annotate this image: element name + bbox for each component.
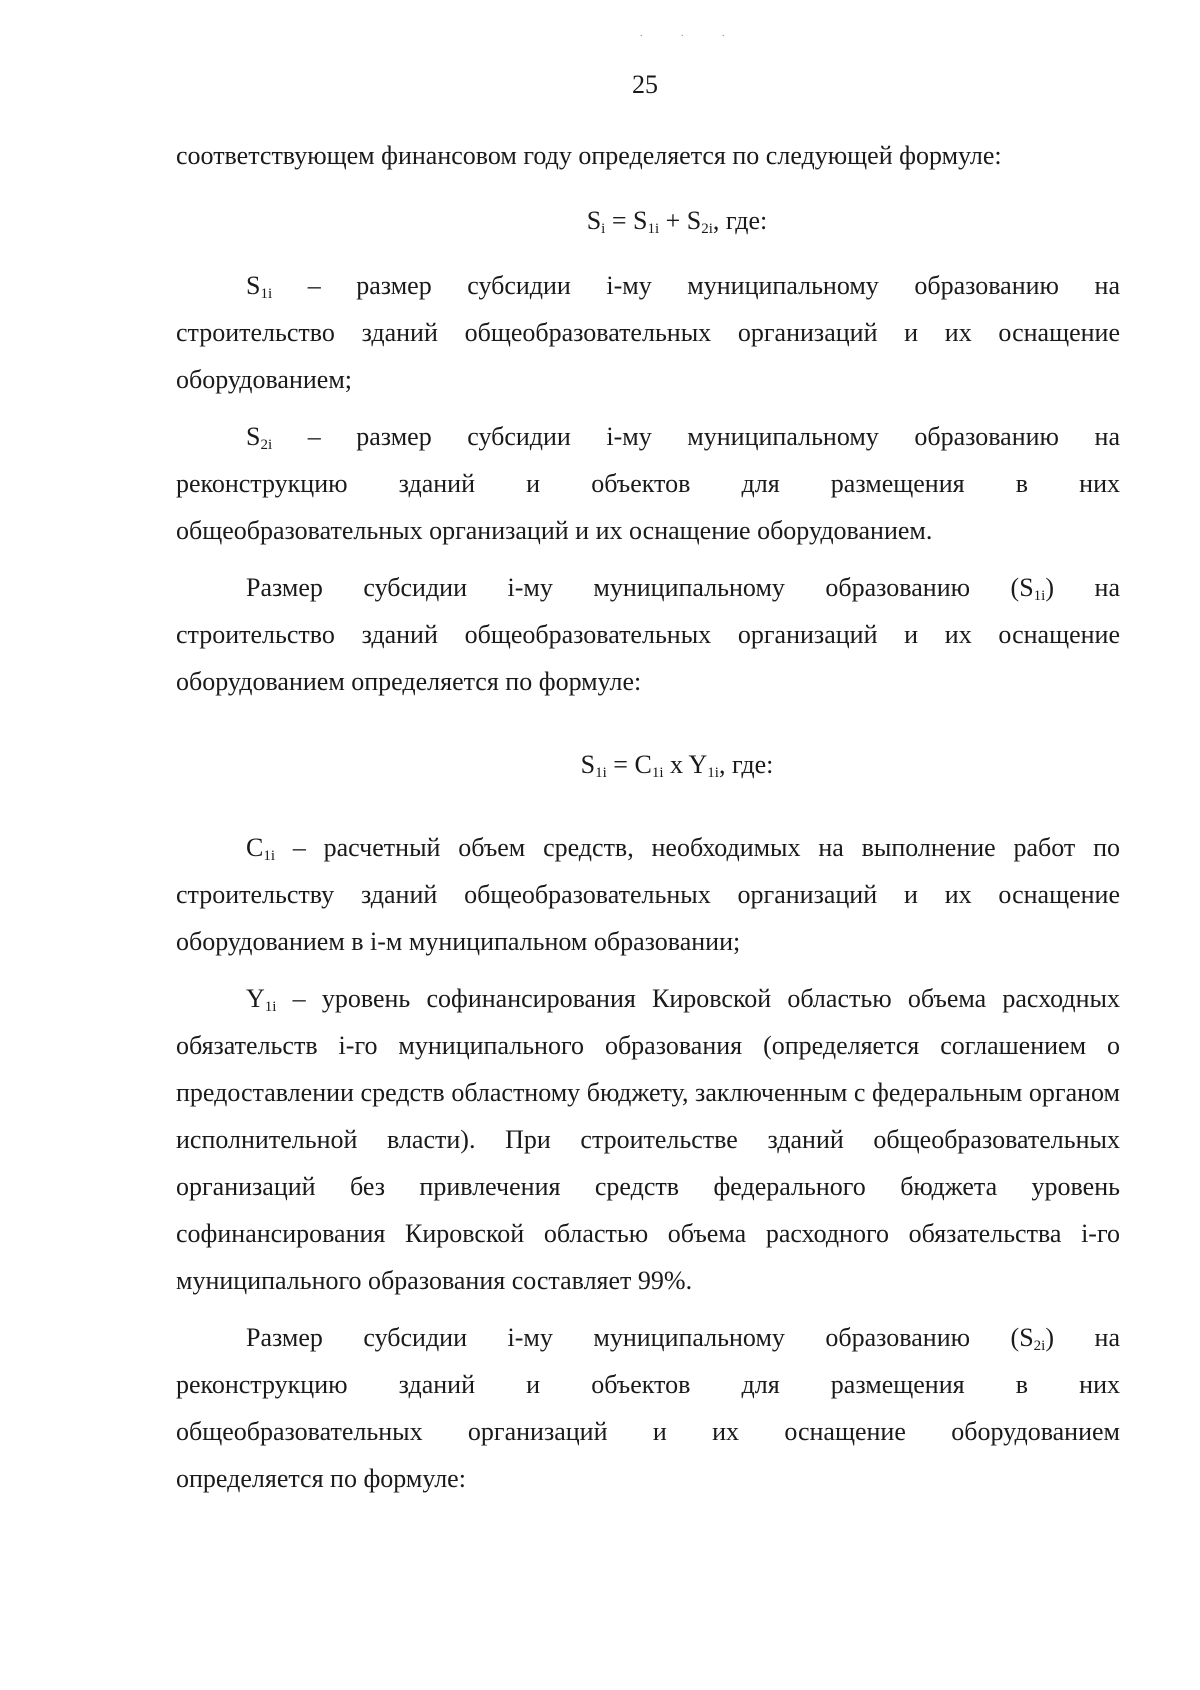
page-number: 25 [632, 70, 658, 99]
formula-si [176, 197, 1120, 244]
formula-subscript: 2i [701, 221, 713, 237]
paragraph-text: ) на [1045, 1323, 1120, 1352]
paragraph-line [176, 564, 1120, 611]
formula-tail: , где: [718, 750, 774, 779]
formula-term: + S [659, 206, 702, 235]
symbol: S [246, 271, 261, 300]
definition-rest: строительство зданий общеобразовательных организаций и их оснащение оборудованием; [176, 318, 1120, 394]
formula-s1i [176, 741, 1120, 788]
symbol-subscript: 1i [264, 999, 277, 1015]
definition-text: – расчетный объем средств, необходимых на выполнение работ по строительству зданий общеобразовательных организаций и их оснащение оборудованием в i-м муниципальном образовании; [176, 833, 1120, 956]
symbol: Y [246, 984, 265, 1013]
formula-term: S [586, 206, 602, 235]
definition-line [176, 262, 1120, 309]
formula-term: S [580, 750, 596, 779]
formula-subscript: i [601, 221, 606, 237]
intro-line: соответствующем финансовом году определяется по следующей формуле: [176, 141, 1002, 170]
paragraph-text: Размер субсидии i-му муниципальному образованию (S [246, 573, 1034, 602]
paragraph-line [176, 1314, 1120, 1361]
paragraph-rest: строительство зданий общеобразовательных организаций и их оснащение оборудованием определяется по формуле: [176, 620, 1120, 696]
paragraph-text: ) на [1045, 573, 1120, 602]
symbol: S [246, 422, 261, 451]
document-body [176, 132, 1120, 1502]
definition-line [176, 413, 1120, 460]
paragraph-s2i-size [176, 1314, 1120, 1502]
definition-text: – размер субсидии i-му муниципальному образованию на [272, 271, 1120, 300]
formula-subscript: 1i [647, 221, 660, 237]
definition-text: – уровень софинансирования Кировской областью объема расходных обязательств i-го муниципального образования (определяется соглашением о предоставлении средств областному бюджету, заключенным с федеральным органом исполнительной власти). При строительстве зданий общеобразовательных организаций без привлечения средств федерального бюджета уровень софинансирования Кировской областью объема расходного обязательства i-го муниципального образования составляет 99%. [176, 984, 1120, 1295]
formula-term: = S [605, 206, 648, 235]
symbol-subscript: 1i [1033, 588, 1046, 604]
symbol-subscript: 1i [263, 848, 276, 864]
formula-tail: , где: [712, 206, 768, 235]
symbol-subscript: 2i [1033, 1338, 1046, 1354]
definition-c1i [176, 824, 1120, 965]
symbol: C [246, 833, 264, 862]
definition-text: – размер субсидии i-му муниципальному образованию на [272, 422, 1120, 451]
formula-subscript: 1i [595, 765, 607, 781]
paragraph-text: Размер субсидии i-му муниципальному образованию (S [246, 1323, 1034, 1352]
definition-y1i [176, 975, 1120, 1304]
paragraph-s1i-size [176, 564, 1120, 705]
definition-s1i [176, 262, 1120, 403]
definition-line: общеобразовательных организаций и их оснащение оборудованием. [176, 516, 933, 545]
scan-marks: . . . [640, 28, 743, 39]
formula-term: = C [606, 750, 652, 779]
definition-line: реконструкцию зданий и объектов для размещения в них [176, 469, 1120, 498]
formula-term: x Y [663, 750, 708, 779]
symbol-subscript: 1i [260, 286, 273, 302]
definition-s2i [176, 413, 1120, 554]
formula-subscript: 1i [651, 765, 664, 781]
paragraph-line: общеобразовательных организаций и их оснащение оборудованием [176, 1417, 1120, 1446]
paragraph-line: определяется по формуле: [176, 1464, 466, 1493]
paragraph-line: реконструкцию зданий и объектов для размещения в них [176, 1370, 1120, 1399]
formula-subscript: 1i [707, 765, 719, 781]
symbol-subscript: 2i [260, 437, 273, 453]
